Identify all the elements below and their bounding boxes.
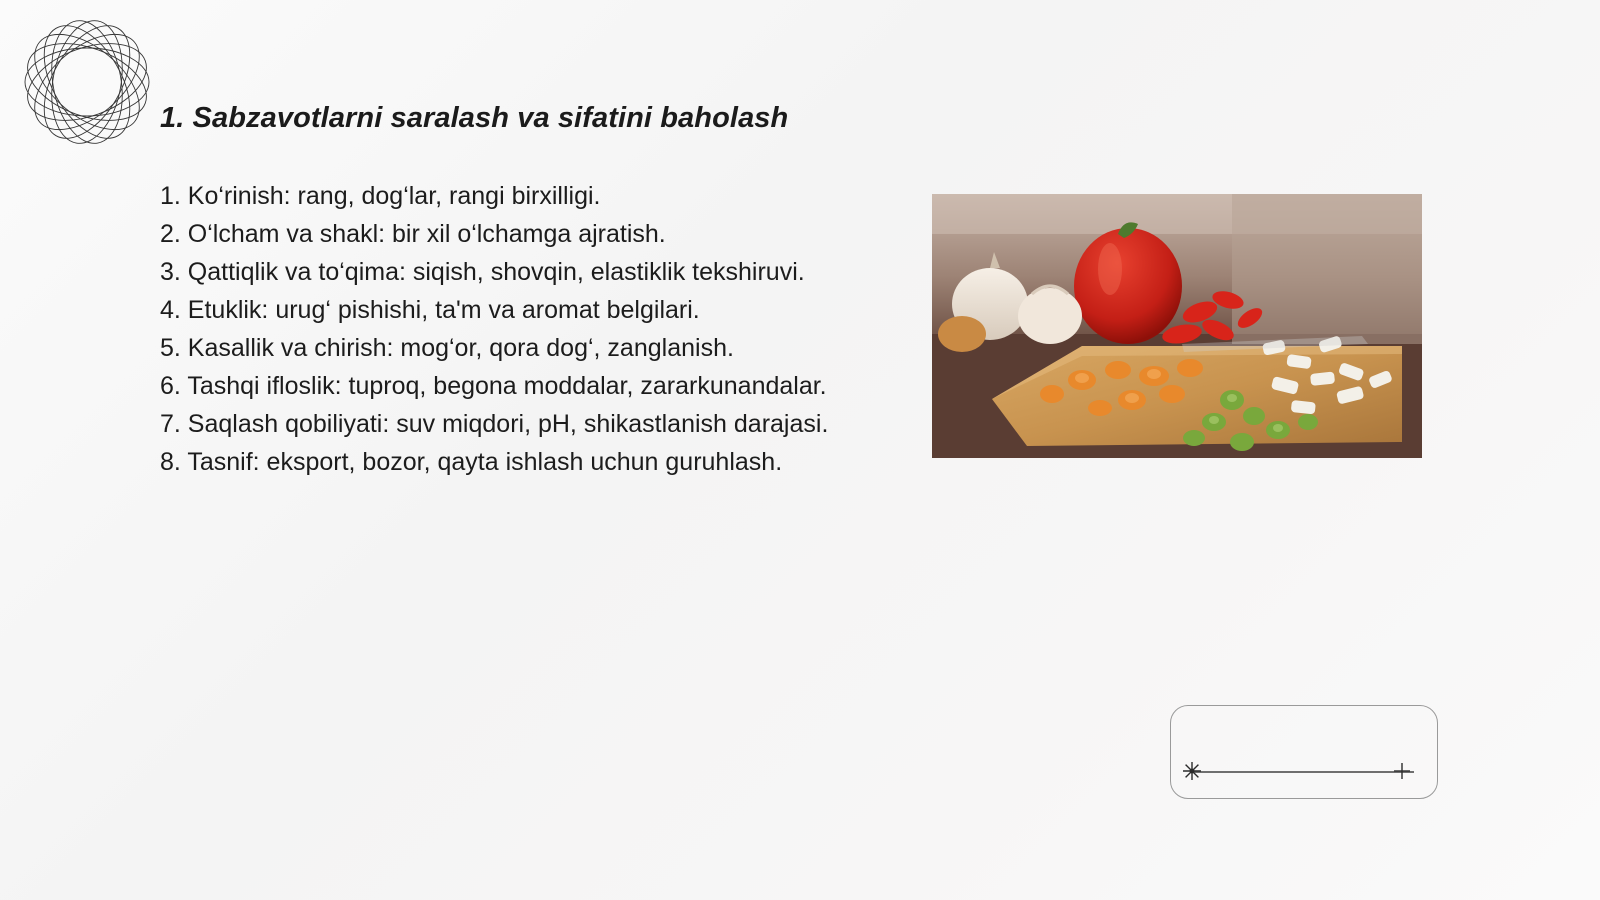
list-item: 3. Qattiqlik va to‘qima: siqish, shovqin, elastiklik tekshiruvi. — [160, 258, 805, 287]
list-item: 8. Tasnif: eksport, bozor, qayta ishlash uchun guruhlash. — [160, 448, 783, 477]
list-item: 5. Kasallik va chirish: mog‘or, qora dog‘, zanglanish. — [160, 334, 734, 363]
plus-icon — [1392, 761, 1412, 781]
page-title: 1. Sabzavotlarni saralash va sifatini baholash — [160, 102, 789, 134]
star-icon — [1181, 760, 1203, 782]
slide-content — [160, 98, 860, 481]
chopped-vegetables-photo — [932, 194, 1422, 458]
criteria-list — [160, 177, 860, 481]
list-item: 1. Ko‘rinish: rang, dog‘lar, rangi birxilligi. — [160, 182, 601, 211]
rounded-rectangle-decoration — [1170, 705, 1438, 799]
spirograph-icon — [2, 12, 172, 152]
list-item: 7. Saqlash qobiliyati: suv miqdori, pH, shikastlanish darajasi. — [160, 410, 829, 439]
list-item: 4. Etuklik: urug‘ pishishi, ta'm va aromat belgilari. — [160, 296, 700, 325]
list-item: 2. O‘lcham va shakl: bir xil o‘lchamga ajratish. — [160, 220, 666, 249]
horizontal-rule-decoration — [1192, 771, 1414, 773]
list-item: 6. Tashqi ifloslik: tuproq, begona moddalar, zararkunandalar. — [160, 372, 827, 401]
